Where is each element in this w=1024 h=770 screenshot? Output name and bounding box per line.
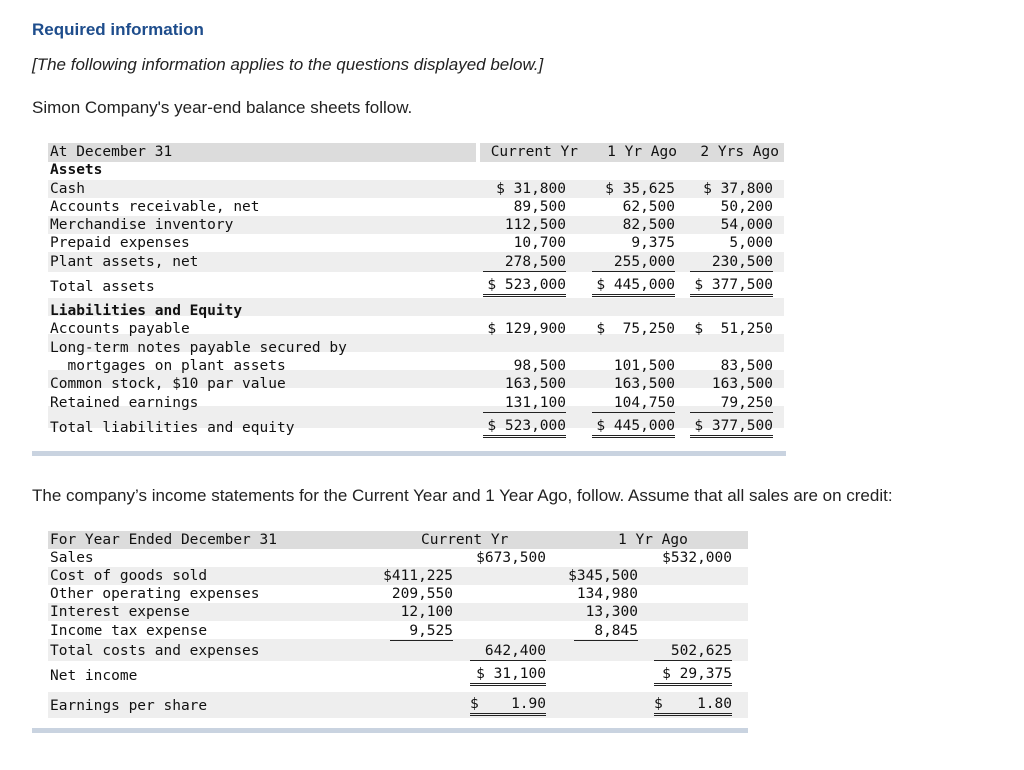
bs-cs-label: Common stock, $10 par value — [50, 376, 286, 392]
bs-re-c1: 131,100 — [483, 394, 566, 413]
is-cogs-c2: $345,500 — [568, 568, 638, 584]
is-tax-c2: 8,845 — [574, 622, 638, 641]
income-statement-bottom-bar — [32, 728, 748, 733]
bs-plant-c1: 278,500 — [483, 253, 566, 272]
bs-inv-c1: 112,500 — [504, 217, 566, 233]
is-tax-label: Income tax expense — [50, 623, 208, 639]
is-total-costs-c1: 642,400 — [470, 642, 546, 661]
bs-prepaid-c2: 9,375 — [631, 235, 675, 251]
bs-total-le-c1: $ 523,000 — [483, 417, 566, 438]
bs-ap-c3: $ 51,250 — [694, 321, 773, 337]
bs-inv-c2: 82,500 — [622, 217, 675, 233]
is-opex-c1: 209,550 — [391, 586, 453, 602]
bs-ltn-line1: Long-term notes payable secured by — [50, 340, 347, 356]
bs-ap-c2: $ 75,250 — [596, 321, 675, 337]
bs-ltn-c2: 101,500 — [613, 358, 675, 374]
bs-re-label: Retained earnings — [50, 395, 199, 411]
is-interest-label: Interest expense — [50, 604, 190, 620]
is-eps-c2-box — [654, 695, 732, 716]
bs-re-c3: 79,250 — [690, 394, 773, 413]
bs-ltn-c3: 83,500 — [720, 358, 773, 374]
balance-sheet-table — [32, 143, 784, 443]
is-header-label: For Year Ended December 31 — [50, 532, 277, 548]
bs-cs-c1: 163,500 — [504, 376, 566, 392]
is-sales-label: Sales — [50, 550, 94, 566]
bs-cs-c3: 163,500 — [711, 376, 773, 392]
bs-col-1yr: 1 Yr Ago — [607, 144, 677, 160]
bs-prepaid-label: Prepaid expenses — [50, 235, 190, 251]
bs-total-le-c2: $ 445,000 — [592, 417, 675, 438]
bs-le-heading: Liabilities and Equity — [50, 303, 243, 319]
bs-plant-c3: 230,500 — [690, 253, 773, 272]
is-opex-c2: 134,980 — [576, 586, 638, 602]
bs-assets-heading: Assets — [50, 162, 103, 178]
bs-total-assets-c1: $ 523,000 — [483, 276, 566, 297]
is-tax-c1: 9,525 — [390, 622, 453, 641]
bs-cash-c3: $ 37,800 — [703, 181, 773, 197]
is-eps-c1-box — [470, 695, 546, 716]
bs-prepaid-c3: 5,000 — [729, 235, 773, 251]
income-statement-table — [32, 531, 748, 726]
bs-total-le-label: Total liabilities and equity — [50, 420, 295, 436]
bs-ltn-c1: 98,500 — [513, 358, 566, 374]
is-total-costs-label: Total costs and expenses — [50, 643, 260, 659]
income-statement-intro: The company’s income statements for the Current Year and 1 Year Ago, follow. Assume that all sales are on credit: — [32, 486, 893, 505]
is-col-current: Current Yr — [421, 532, 509, 548]
is-eps-c2: 1.80 — [697, 696, 732, 712]
bs-prepaid-c1: 10,700 — [513, 235, 566, 251]
is-interest-c2: 13,300 — [585, 604, 638, 620]
bs-total-assets-c3: $ 377,500 — [690, 276, 773, 297]
bs-ar-c2: 62,500 — [622, 199, 675, 215]
bs-plant-c2: 255,000 — [592, 253, 675, 272]
is-cogs-label: Cost of goods sold — [50, 568, 208, 584]
bs-plant-label: Plant assets, net — [50, 254, 199, 270]
applies-note: [The following information applies to the questions displayed below.] — [32, 55, 544, 74]
bs-header-label: At December 31 — [50, 144, 173, 160]
balance-sheet-bottom-bar — [32, 451, 786, 456]
bs-re-c2: 104,750 — [592, 394, 675, 413]
bs-cash-label: Cash — [50, 181, 85, 197]
bs-ap-c1: $ 129,900 — [487, 321, 566, 337]
bs-ar-c1: 89,500 — [513, 199, 566, 215]
is-cogs-c1: $411,225 — [383, 568, 453, 584]
bs-inv-c3: 54,000 — [720, 217, 773, 233]
is-sales-c2: $532,000 — [662, 550, 732, 566]
is-opex-label: Other operating expenses — [50, 586, 260, 602]
bs-ltn-label: mortgages on plant assets — [50, 358, 286, 374]
bs-ap-label: Accounts payable — [50, 321, 190, 337]
is-total-costs-c2: 502,625 — [654, 642, 732, 661]
balance-sheet-intro: Simon Company's year-end balance sheets follow. — [32, 98, 413, 117]
bs-ar-label: Accounts receivable, net — [50, 199, 260, 215]
bs-cash-c1: $ 31,800 — [496, 181, 566, 197]
is-net-income-label: Net income — [50, 668, 138, 684]
is-col-1yr: 1 Yr Ago — [618, 532, 688, 548]
bs-total-assets-label: Total assets — [50, 279, 155, 295]
bs-ar-c3: 50,200 — [720, 199, 773, 215]
is-eps-c1-symbol: $ — [470, 696, 479, 712]
is-sales-c1: $673,500 — [476, 550, 546, 566]
bs-col-current: Current Yr — [490, 144, 578, 160]
bs-col-2yr: 2 Yrs Ago — [700, 144, 779, 160]
bs-cs-c2: 163,500 — [613, 376, 675, 392]
is-net-income-c1: $ 31,100 — [470, 665, 546, 686]
bs-inv-label: Merchandise inventory — [50, 217, 234, 233]
is-interest-c1: 12,100 — [400, 604, 453, 620]
is-eps-label: Earnings per share — [50, 698, 208, 714]
is-net-income-c2: $ 29,375 — [654, 665, 732, 686]
is-eps-c1: 1.90 — [511, 696, 546, 712]
bs-cash-c2: $ 35,625 — [605, 181, 675, 197]
bs-total-assets-c2: $ 445,000 — [592, 276, 675, 297]
bs-total-le-c3: $ 377,500 — [690, 417, 773, 438]
required-info-title: Required information — [32, 20, 204, 39]
is-eps-c2-symbol: $ — [654, 696, 663, 712]
